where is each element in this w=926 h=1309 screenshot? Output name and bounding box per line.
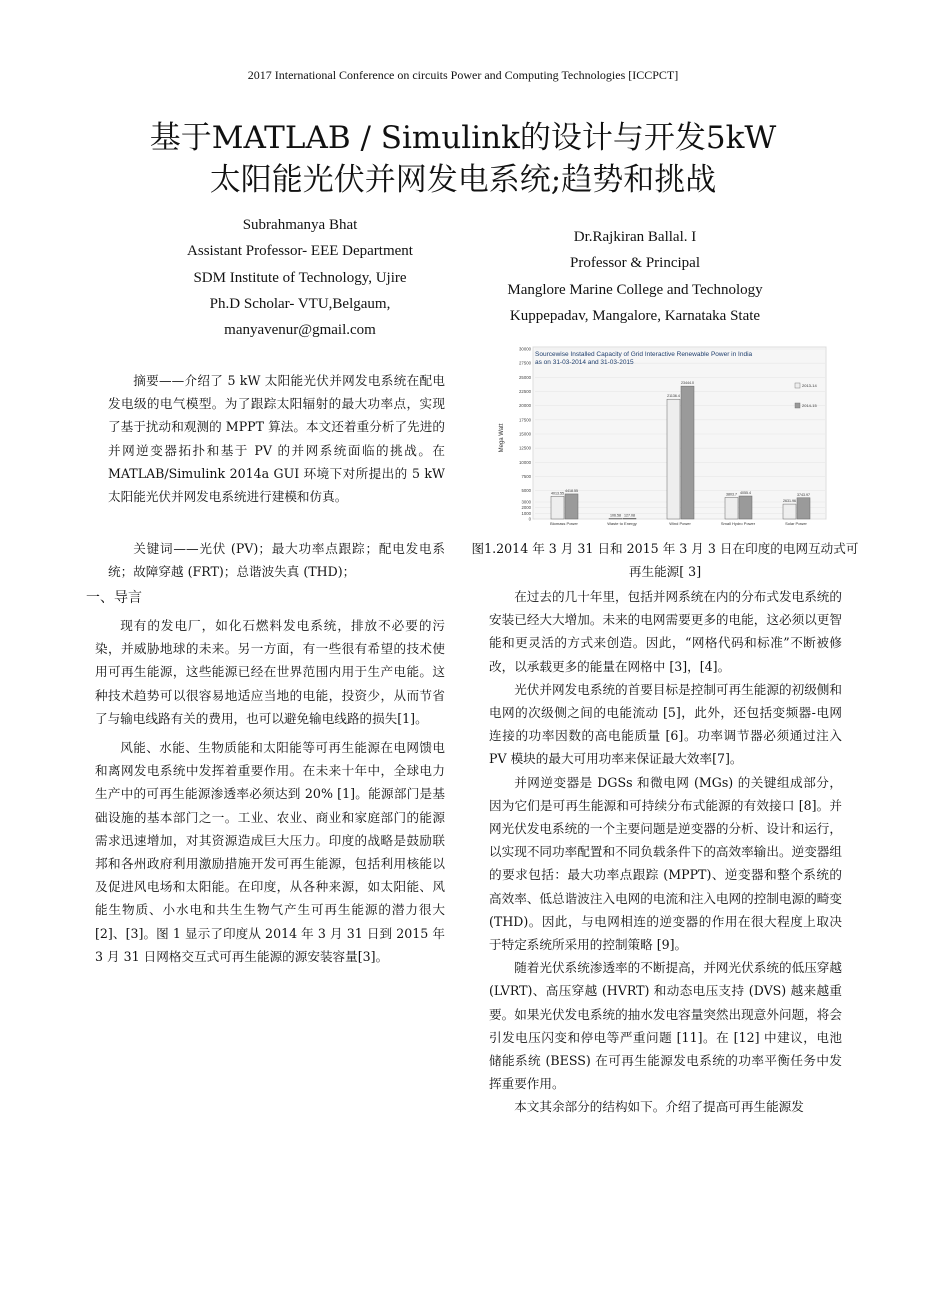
y-tick-label: 27500 xyxy=(519,360,531,366)
bar-2013-14 xyxy=(667,399,680,519)
y-tick-label: 20000 xyxy=(519,403,531,409)
y-tick-label: 25000 xyxy=(519,374,531,380)
bar-2014-15 xyxy=(565,494,578,519)
paragraph: 现有的发电厂，如化石燃料发电系统，排放不必要的污染，并威胁地球的未来。另一方面，有一些很有希望的技术使用可再生能源，这些能源已经在世界范围内用于生产电能。这种技术趋势可以很容易地适应当地的电能，投资少，从而节省了与输电线路有关的费用，也可以避免输电线路的损失[1]。 xyxy=(95,618,445,726)
x-tick-label: Solar Power xyxy=(785,521,807,526)
author-block-2 xyxy=(470,224,800,329)
y-tick-label: 0 xyxy=(528,516,531,522)
x-tick-label: Biomass Power xyxy=(550,521,578,526)
bar-data-label: 3743.97 xyxy=(797,492,810,497)
bar-2013-14 xyxy=(551,496,564,519)
right-column-body xyxy=(489,585,842,1119)
x-tick-label: Wind Power xyxy=(669,521,691,526)
bar-2013-14 xyxy=(725,497,738,519)
y-tick-label: 30000 xyxy=(519,346,531,352)
y-tick-label: 3000 xyxy=(521,499,531,505)
y-tick-label: 1000 xyxy=(521,510,531,516)
bar-data-label: 2631.96 xyxy=(783,499,796,504)
y-tick-label: 10000 xyxy=(519,459,531,465)
bar-2014-15 xyxy=(681,386,694,519)
left-column-body xyxy=(95,614,445,968)
y-axis-label: Mega Watt xyxy=(499,423,505,453)
bar-2013-14 xyxy=(783,504,796,519)
bar-data-label: 3803.7 xyxy=(726,492,737,497)
author-2-address: Kuppepadav, Mangalore, Karnataka State xyxy=(509,307,761,324)
y-tick-label: 7500 xyxy=(521,474,531,479)
figure-1-chart xyxy=(495,343,830,528)
bar-2014-15 xyxy=(623,518,636,519)
paper-title-line-1: 基于MATLAB / Simulink的设计与开发5kW xyxy=(149,120,777,156)
legend-swatch xyxy=(795,383,800,388)
figure-1-caption: 图1.2014 年 3 月 31 日和 2015 年 3 月 3 日在印度的电网互动式可再生能源[ 3] xyxy=(471,541,859,580)
bar-data-label: 4013.55 xyxy=(551,491,564,496)
chart-title-line-2: as on 31-03-2014 and 31-03-2015 xyxy=(535,359,634,366)
bar-2014-15 xyxy=(797,498,810,519)
conference-header: 2017 International Conference on circuits Power and Computing Technologies [ICCPCT] xyxy=(247,68,679,82)
paragraph: 在过去的几十年里，包括并网系统在内的分布式发电系统的安装已经大大增加。未来的电网需要更多的电能，这必须以更智能和更灵活的方式来创造。因此，“网格代码和标准”不断被修改，以承载更多的能量在网格中 [3]，[4]。 xyxy=(489,589,842,674)
y-tick-label: 12500 xyxy=(519,445,531,451)
author-2-affiliation: Manglore Marine College and Technology xyxy=(507,281,763,298)
bar-2013-14 xyxy=(609,518,622,519)
paper-title-line-2: 太阳能光伏并网发电系统;趋势和挑战 xyxy=(209,162,717,198)
section-heading-introduction: 一、导言 xyxy=(86,590,142,606)
author-2-name: Dr.Rajkiran Ballal. I xyxy=(573,229,697,245)
author-1-affiliation: SDM Institute of Technology, Ujire xyxy=(193,269,407,286)
bar-data-label: 106.58 xyxy=(610,513,621,518)
abstract: 摘要——介绍了 5 kW 太阳能光伏并网发电系统在配电发电级的电气模型。为了跟踪太阳辐射的最大功率点，实现了基于扰动和观测的 MPPT 算法。本文还着重分析了先进的并网逆变器拓扑和基于 PV 的并网系统面临的挑战。在 MATLAB/Simulink 2014a GUI 环境下对所提出的 5 kW 太阳能光伏并网发电系统进行建模和仿真。 xyxy=(108,373,445,505)
bar-data-label: 127.08 xyxy=(624,513,635,518)
legend-label: 2013-14 xyxy=(802,383,817,388)
bar-data-label: 4418.55 xyxy=(565,488,578,493)
paragraph: 风能、水能、生物质能和太阳能等可再生能源在电网馈电和离网发电系统中发挥着重要作用。在未来十年中，全球电力生产中的可再生能源渗透率必须达到 20% [1]。能源部门是基础设施的基本部门之一。工业、农业、商业和家庭部门的能源需求迅速增加，对其资源造成巨大压力。印度的战略是鼓励联邦和各州政府利用激励措施开发可再生能源，包括利用核能以及促进风电场和太阳能。在印度，从各种来源，如太阳能、风能生物质、小水电和共生生物气产生可再生能源的潜力很大[2]、[3]。图 1 显示了印度从 2014 年 3 月 31 日到 2015 年 3 月 31 日网格交互式可再生能源的源安装容量[3]。 xyxy=(95,740,445,964)
paragraph: 随着光伏系统渗透率的不断提高，并网光伏系统的低压穿越 (LVRT)、高压穿越 (HVRT) 和动态电压支持 (DVS) 越来越重要。如果光伏发电系统的抽水发电容量突然出现意外问题，将会引发电压闪变和停电等严重问题 [11]。在 [12] 中建议，电池储能系统 (BESS) 在可再生能源发电系统的功率平衡任务中发挥重要作用。 xyxy=(489,960,842,1092)
author-1-title: Assistant Professor- EEE Department xyxy=(187,243,413,260)
bar-data-label: 4055.4 xyxy=(740,491,751,496)
paragraph: 光伏并网发电系统的首要目标是控制可再生能源的初级侧和电网的次级侧之间的电能流动 [5]，此外，还包括变频器-电网连接的功率因数的高电能质量 [6]。功率调节器必须通过注入 PV 模块的最大可用功率来保证最大效率[7]。 xyxy=(489,681,842,767)
author-1-scholar: Ph.D Scholar- VTU,Belgaum, xyxy=(209,295,391,312)
x-tick-label: Waste to Energy xyxy=(607,521,637,526)
x-tick-label: Small Hydro Power xyxy=(720,521,756,526)
chart-title-line-1: Sourcewise Installed Capacity of Grid Interactive Renewable Power in India xyxy=(535,351,753,358)
y-tick-label: 2000 xyxy=(521,505,531,511)
bar-2014-15 xyxy=(739,496,752,519)
author-block-1 xyxy=(130,212,470,343)
y-tick-label: 17500 xyxy=(519,417,531,423)
keywords: 关键词——光伏 (PV)；最大功率点跟踪；配电发电系统；故障穿越 (FRT)；总谐波失真 (THD)； xyxy=(108,541,445,580)
author-1-name: Subrahmanya Bhat xyxy=(242,217,358,233)
paragraph: 并网逆变器是 DGSs 和微电网 (MGs) 的关键组成部分，因为它们是可再生能源和可持续分布式能源的有效接口 [8]。并网光伏发电系统的一个主要问题是逆变器的分析、设计和运行，以实现不同功率配置和不同负载条件下的高效率输出。逆变器组的要求包括：最大功率点跟踪 (MPPT)、逆变器和整个系统的高效率、低总谐波注入电网的电流和注入电网的控制电源的畸变 (THD)。因此，与电网相连的逆变器的作用在很大程度上取决于特定系统所采用的控制策略 [9]。 xyxy=(489,774,842,953)
y-tick-label: 5000 xyxy=(521,488,531,494)
bar-data-label: 23444.0 xyxy=(681,381,694,386)
bar-data-label: 21136.4 xyxy=(667,394,680,399)
author-1-email: manyavenur@gmail.com xyxy=(224,322,376,339)
legend-label: 2014-15 xyxy=(802,403,817,408)
paragraph: 本文其余部分的结构如下。介绍了提高可再生能源发 xyxy=(514,1099,804,1115)
legend-swatch xyxy=(795,403,800,408)
author-2-title: Professor & Principal xyxy=(570,255,700,272)
y-tick-label: 15000 xyxy=(519,431,531,437)
y-tick-label: 22500 xyxy=(519,389,531,394)
